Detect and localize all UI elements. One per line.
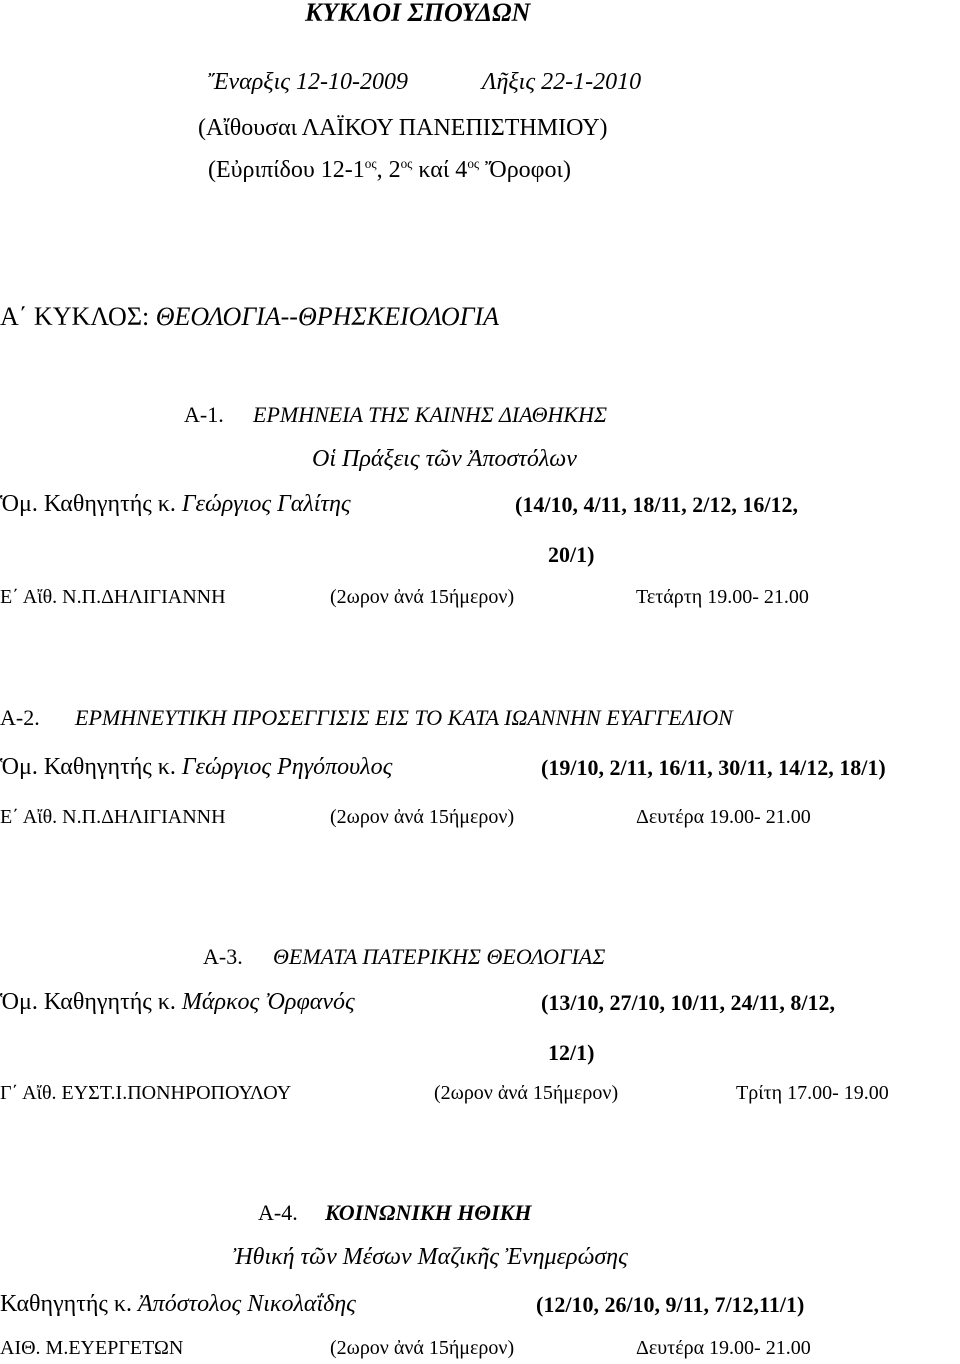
course-title: ΚΟΙΝΩΝΙΚΗ ΗΘΙΚΗ bbox=[325, 1200, 532, 1225]
teacher: Καθηγητής κ. Ἀπόστολος Νικολαΐδης bbox=[0, 1291, 356, 1317]
lecture-dates: (12/10, 26/10, 9/11, 7/12,11/1) bbox=[536, 1292, 805, 1317]
schedule: Δευτέρα 19.00- 21.00 bbox=[636, 1337, 811, 1359]
lecture-dates-cont: 12/1) bbox=[548, 1040, 595, 1065]
room: Ε΄ Αἴθ. Ν.Π.ΔΗΛΙΓΙΑΝΝΗ bbox=[0, 586, 226, 608]
lecture-dates-cont: 20/1) bbox=[548, 542, 595, 567]
frequency: (2ωρον ἀνά 15ήμερον) bbox=[434, 1082, 619, 1104]
room: Ε΄ Αἴθ. Ν.Π.ΔΗΛΙΓΙΑΝΝΗ bbox=[0, 806, 226, 828]
venue: (Αἴθουσαι ΛΑΪΚΟΥ ΠΑΝΕΠΙΣΤΗΜΙΟΥ) bbox=[198, 115, 608, 141]
cycle-heading: Α΄ ΚΥΚΛΟΣ: ΘΕΟΛΟΓΙΑ--ΘΡΗΣΚΕΙΟΛΟΓΙΑ bbox=[0, 302, 500, 331]
frequency: (2ωρον ἀνά 15ήμερον) bbox=[330, 806, 515, 828]
course-title: ΕΡΜΗΝΕΥΤΙΚΗ ΠΡΟΣΕΓΓΙΣΙΣ ΕΙΣ ΤΟ ΚΑΤΑ ΙΩΑΝΝΗΝ ΕΥΑΓΓΕΛΙΟΝ bbox=[75, 705, 733, 730]
course-subtitle: Ἠθική τῶν Μέσων Μαζικῆς Ἐνημερώσης bbox=[233, 1244, 628, 1270]
end-date: Λῆξις 22-1-2010 bbox=[482, 69, 642, 95]
course-code: Α-1. bbox=[184, 402, 224, 427]
lecture-dates: (14/10, 4/11, 18/11, 2/12, 16/12, bbox=[515, 492, 798, 517]
course-code: Α-3. bbox=[203, 944, 243, 969]
course-title: ΕΡΜΗΝΕΙΑ ΤΗΣ ΚΑΙΝΗΣ ΔΙΑΘΗΚΗΣ bbox=[253, 402, 608, 427]
schedule: Τρίτη 17.00- 19.00 bbox=[736, 1082, 889, 1104]
teacher: Ὁμ. Καθηγητής κ. Γεώργιος Ρηγόπουλος bbox=[0, 754, 393, 780]
lecture-dates: (13/10, 27/10, 10/11, 24/11, 8/12, bbox=[541, 990, 835, 1015]
teacher: Ὁμ. Καθηγητής κ. Γεώργιος Γαλίτης bbox=[0, 491, 351, 517]
start-date: Ἔναρξις 12-10-2009 bbox=[208, 69, 408, 95]
floors: (Εὐριπίδου $12-1^{o\varsigma}$, $2^{o\varsigma}$ καί $4^{o\varsigma}$ Ὄροφοι) bbox=[208, 156, 571, 183]
lecture-dates: (19/10, 2/11, 16/11, 30/11, 14/12, 18/1) bbox=[541, 755, 886, 780]
room: Γ΄ Αἴθ. ΕΥΣΤ.Ι.ΠΟΝΗΡΟΠΟΥΛΟΥ bbox=[0, 1082, 292, 1104]
course-code: Α-4. bbox=[258, 1200, 298, 1225]
teacher: Ὁμ. Καθηγητής κ. Μάρκος Ὀρφανός bbox=[0, 989, 355, 1015]
schedule: Δευτέρα 19.00- 21.00 bbox=[636, 806, 811, 828]
course-code: Α-2. bbox=[0, 705, 40, 730]
schedule: Τετάρτη 19.00- 21.00 bbox=[636, 586, 809, 608]
frequency: (2ωρον ἀνά 15ήμερον) bbox=[330, 1337, 515, 1359]
course-title: ΘΕΜΑΤΑ ΠΑΤΕΡΙΚΗΣ ΘΕΟΛΟΓΙΑΣ bbox=[273, 944, 606, 969]
room: ΑΙΘ. Μ.ΕΥΕΡΓΕΤΩΝ bbox=[0, 1337, 184, 1359]
course-subtitle: Οἱ Πράξεις τῶν Ἀποστόλων bbox=[312, 446, 577, 472]
frequency: (2ωρον ἀνά 15ήμερον) bbox=[330, 586, 515, 608]
document-title: ΚΥΚΛΟΙ ΣΠΟΥΔΩΝ bbox=[305, 0, 531, 27]
